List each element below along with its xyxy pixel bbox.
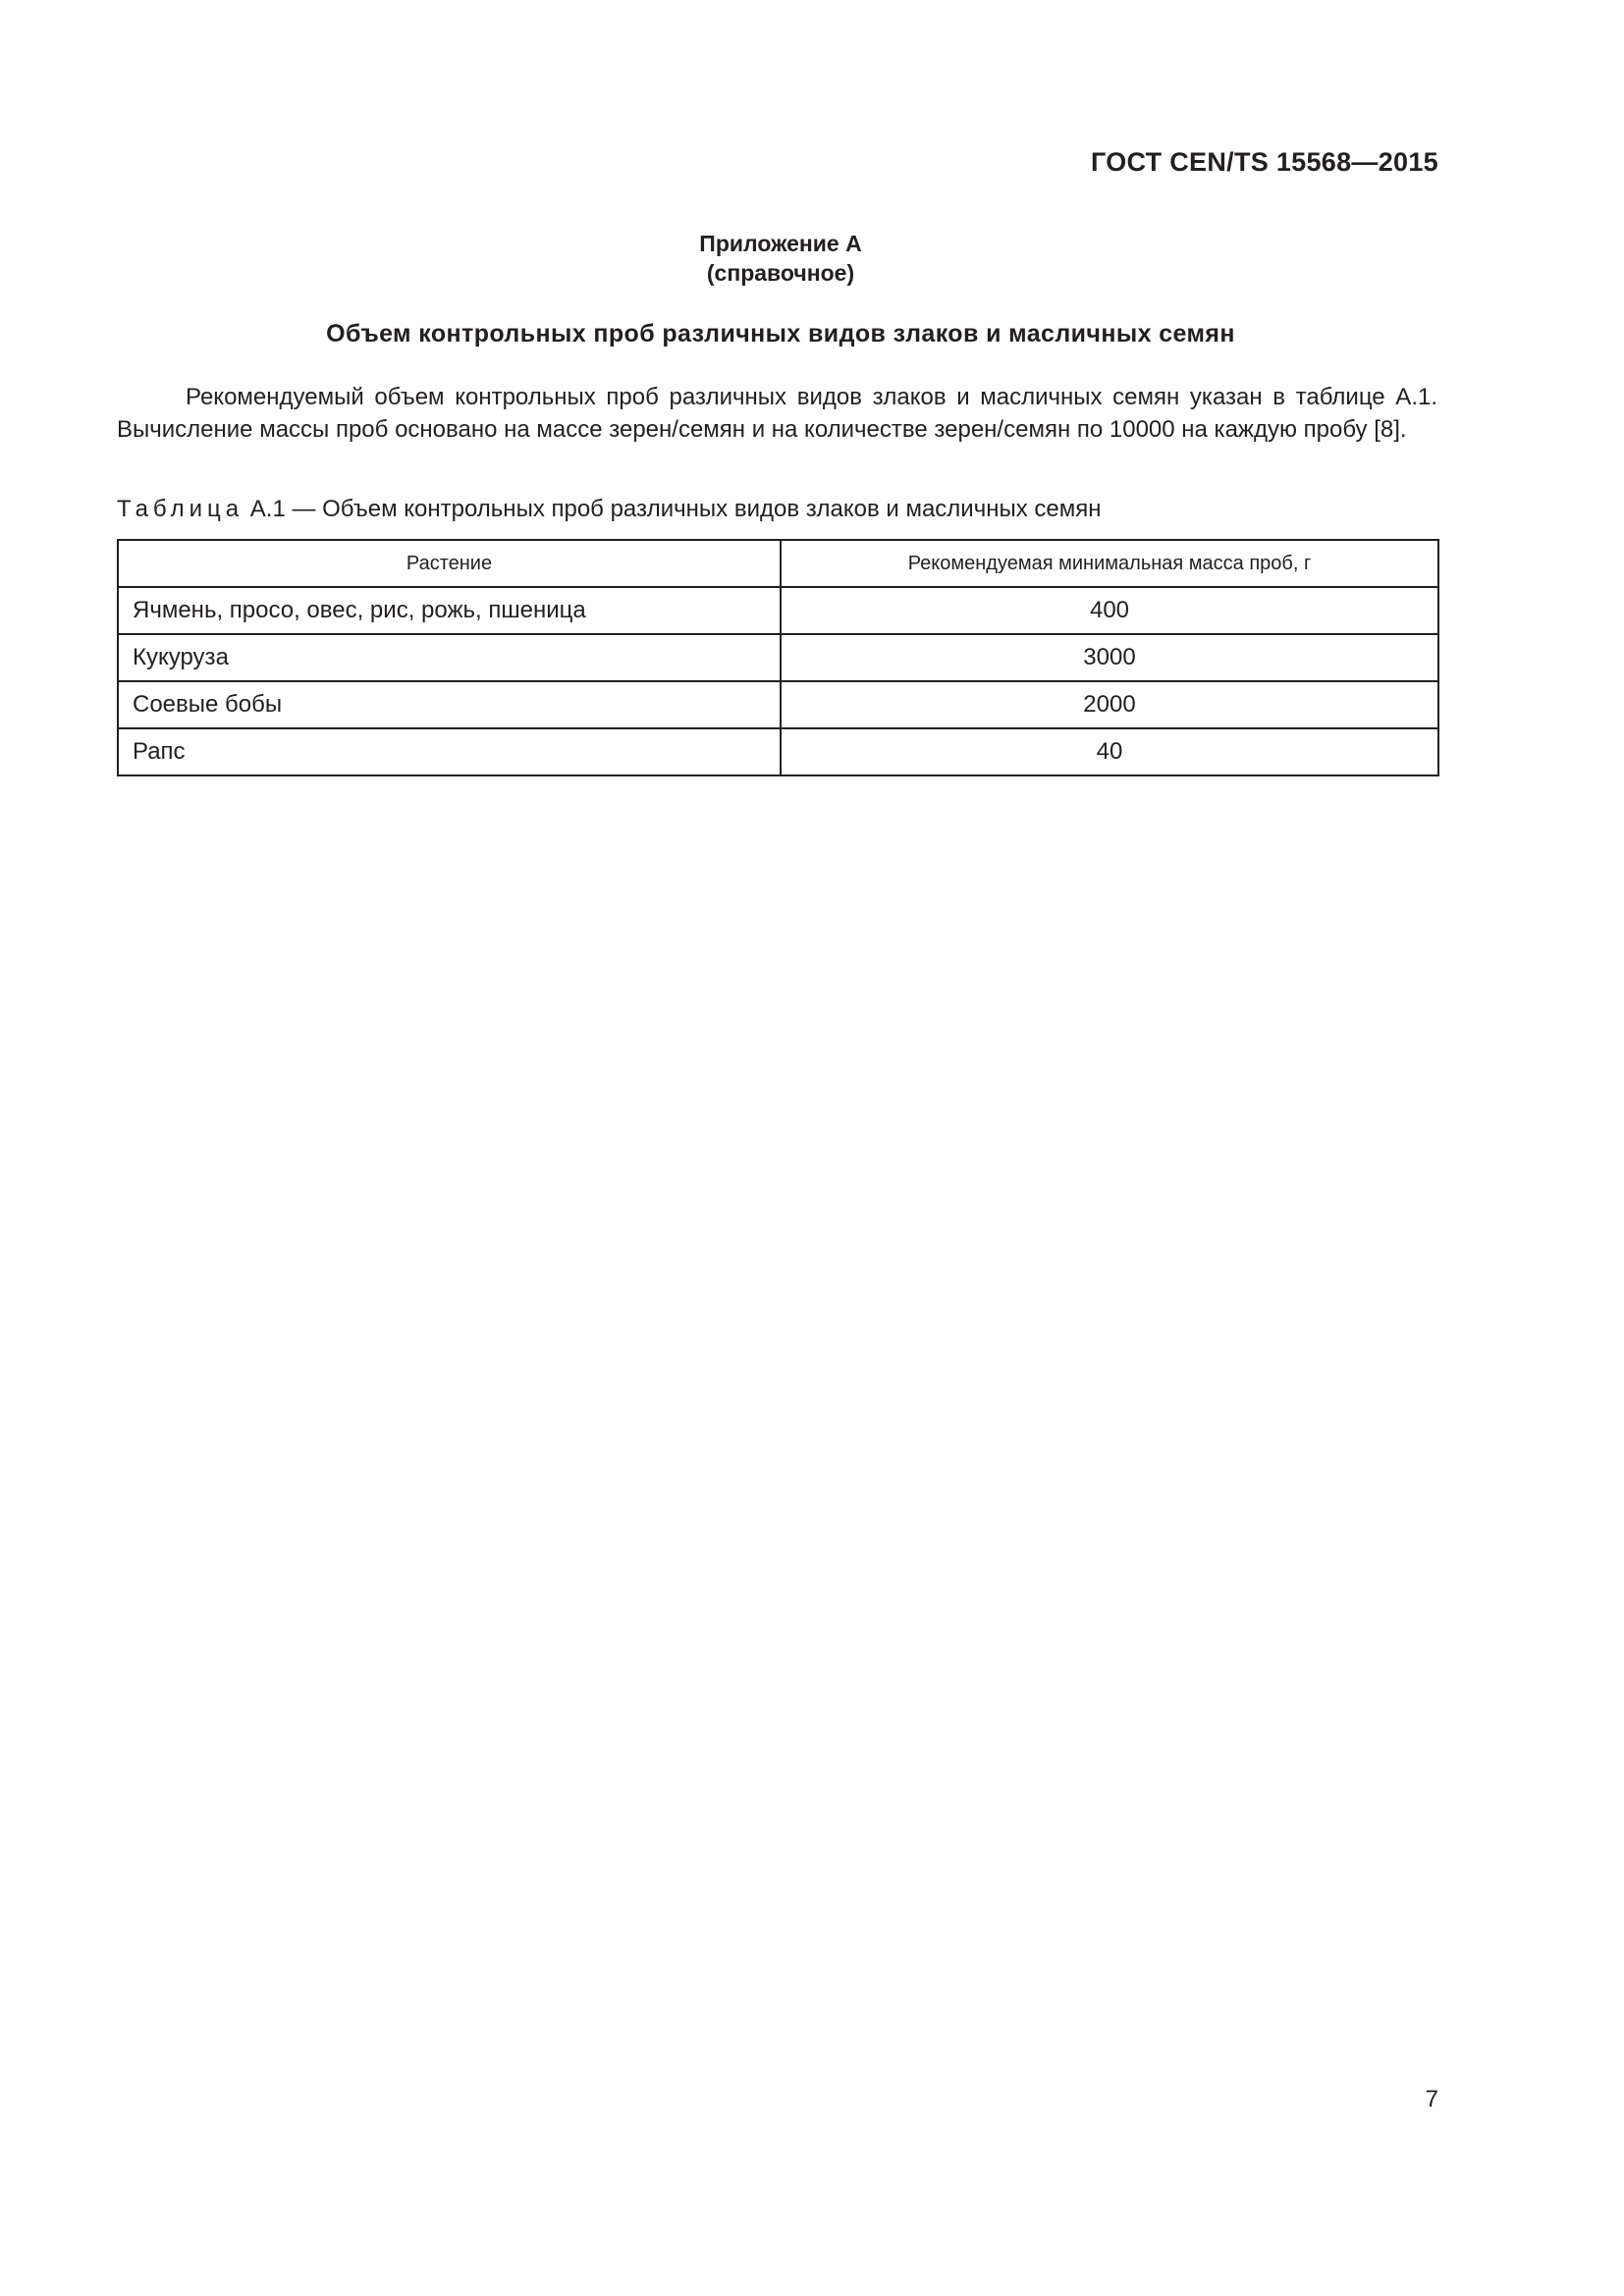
sample-mass-table [117, 539, 1439, 776]
table-header-row [118, 540, 1438, 587]
cell-plant: Ячмень, просо, овес, рис, рожь, пшеница [118, 587, 781, 634]
cell-mass: 3000 [781, 634, 1438, 681]
cell-plant: Соевые бобы [118, 681, 781, 728]
cell-mass: 400 [781, 587, 1438, 634]
annex-title-line-1: Приложение А [699, 231, 862, 256]
table-row [118, 728, 1438, 775]
header-mass: Рекомендуемая минимальная масса проб, г [781, 540, 1438, 587]
annex-title [0, 229, 1561, 288]
cell-mass: 40 [781, 728, 1438, 775]
body-text [117, 381, 1437, 446]
section-title: Объем контрольных проб различных видов злаков и масличных семян [326, 320, 1235, 347]
table-row [118, 634, 1438, 681]
cell-plant: Кукуруза [118, 634, 781, 681]
table-row [118, 587, 1438, 634]
header-plant: Растение [118, 540, 781, 587]
body-paragraph: Рекомендуемый объем контрольных проб различных видов злаков и масличных семян указан в таблице А.1. Вычисление массы проб основано на массе зерен/семян и на количестве зерен/семян по 10000 на каждую пробу [8]. [117, 384, 1437, 443]
cell-plant: Рапс [118, 728, 781, 775]
cell-mass: 2000 [781, 681, 1438, 728]
table-caption-text: А.1 — Объем контрольных проб различных видов злаков и масличных семян [244, 496, 1102, 522]
table-row [118, 681, 1438, 728]
annex-title-line-2: (справочное) [706, 260, 855, 286]
table-caption [117, 496, 1101, 523]
page-number: 7 [1425, 2086, 1438, 2112]
document-code-header: ГОСТ CEN/TS 15568—2015 [1090, 147, 1438, 177]
table-caption-word: Таблица [117, 496, 244, 522]
